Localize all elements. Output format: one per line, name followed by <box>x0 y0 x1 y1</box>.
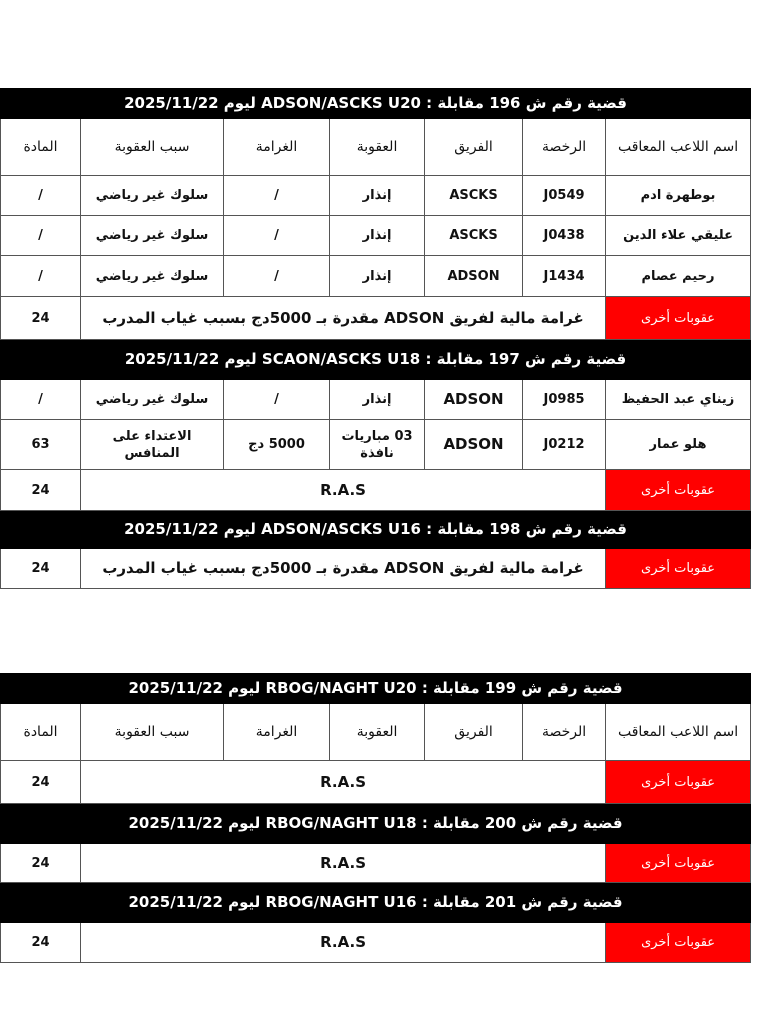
article-cell: 63 <box>1 420 81 470</box>
team-cell: ADSON <box>425 420 523 470</box>
case-header-row <box>1 804 751 844</box>
other-sanctions-text: R.A.S <box>81 923 606 963</box>
fine-cell: / <box>224 380 330 420</box>
article-cell: 24 <box>1 923 81 963</box>
reason-cell: الاعتداء على المنافس <box>81 420 224 470</box>
col-header-penalty: العقوبة <box>330 119 425 176</box>
other-sanctions-text: غرامة مالية لفريق ADSON مقدرة بـ 5000دج بسبب غياب المدرب <box>81 297 606 340</box>
player-row <box>1 420 751 470</box>
col-header-license: الرخصة <box>523 119 606 176</box>
other-sanctions-label: عقوبات أخرى <box>606 844 751 883</box>
col-header-reason: سبب العقوبة <box>81 704 224 761</box>
reason-cell: سلوك غير رياضي <box>81 176 224 216</box>
other-sanctions-label: عقوبات أخرى <box>606 923 751 963</box>
article-cell: / <box>1 256 81 297</box>
team-cell: ASCKS <box>425 176 523 216</box>
case-header-row <box>1 883 751 923</box>
penalty-cell: إنذار <box>330 176 425 216</box>
fine-cell: 5000 دج <box>224 420 330 470</box>
other-sanctions-text: R.A.S <box>81 844 606 883</box>
team-cell: ASCKS <box>425 216 523 256</box>
player-row <box>1 176 751 216</box>
col-header-team: الفريق <box>425 704 523 761</box>
article-cell: / <box>1 380 81 420</box>
col-header-article: المادة <box>1 119 81 176</box>
col-header-player-name: اسم اللاعب المعاقب <box>606 119 751 176</box>
case-title: قضية رقم ش 199 مقابلة : RBOG/NAGHT U20 ليوم 2025/11/22 <box>1 674 751 704</box>
license-cell: J0985 <box>523 380 606 420</box>
col-header-penalty: العقوبة <box>330 704 425 761</box>
player-name-cell: بوطهرة ادم <box>606 176 751 216</box>
sanctions-table-1 <box>0 88 751 589</box>
other-sanctions-label: عقوبات أخرى <box>606 761 751 804</box>
player-name-cell: رحيم عصام <box>606 256 751 297</box>
reason-cell: سلوك غير رياضي <box>81 216 224 256</box>
player-name-cell: عليقي علاء الدين <box>606 216 751 256</box>
other-sanctions-row <box>1 297 751 340</box>
license-cell: J0549 <box>523 176 606 216</box>
reason-cell: سلوك غير رياضي <box>81 380 224 420</box>
case-title: قضية رقم ش 201 مقابلة : RBOG/NAGHT U16 ليوم 2025/11/22 <box>1 883 751 923</box>
other-sanctions-text: R.A.S <box>81 761 606 804</box>
col-header-fine: الغرامة <box>224 704 330 761</box>
case-title: قضية رقم ش 196 مقابلة : ADSON/ASCKS U20 ليوم 2025/11/22 <box>1 89 751 119</box>
col-header-player-name: اسم اللاعب المعاقب <box>606 704 751 761</box>
other-sanctions-label: عقوبات أخرى <box>606 549 751 589</box>
article-cell: / <box>1 176 81 216</box>
other-sanctions-label: عقوبات أخرى <box>606 470 751 511</box>
case-header-row <box>1 89 751 119</box>
player-row <box>1 256 751 297</box>
case-header-row <box>1 674 751 704</box>
article-cell: / <box>1 216 81 256</box>
license-cell: J0438 <box>523 216 606 256</box>
other-sanctions-row <box>1 844 751 883</box>
article-cell: 24 <box>1 297 81 340</box>
case-title: قضية رقم ش 198 مقابلة : ADSON/ASCKS U16 ليوم 2025/11/22 <box>1 511 751 549</box>
article-cell: 24 <box>1 844 81 883</box>
player-name-cell: هلو عمار <box>606 420 751 470</box>
reason-cell: سلوك غير رياضي <box>81 256 224 297</box>
sanctions-table-2 <box>0 673 751 963</box>
player-row <box>1 380 751 420</box>
col-header-fine: الغرامة <box>224 119 330 176</box>
article-cell: 24 <box>1 761 81 804</box>
penalty-cell: 03 مباريات نافذة <box>330 420 425 470</box>
column-header-row <box>1 704 751 761</box>
article-cell: 24 <box>1 470 81 511</box>
case-title: قضية رقم ش 200 مقابلة : RBOG/NAGHT U18 ليوم 2025/11/22 <box>1 804 751 844</box>
license-cell: J0212 <box>523 420 606 470</box>
other-sanctions-text: غرامة مالية لفريق ADSON مقدرة بـ 5000دج بسبب غياب المدرب <box>81 549 606 589</box>
player-name-cell: زيناي عبد الحفيظ <box>606 380 751 420</box>
fine-cell: / <box>224 216 330 256</box>
col-header-reason: سبب العقوبة <box>81 119 224 176</box>
other-sanctions-row <box>1 470 751 511</box>
fine-cell: / <box>224 176 330 216</box>
case-title: قضية رقم ش 197 مقابلة : SCAON/ASCKS U18 ليوم 2025/11/22 <box>1 340 751 380</box>
col-header-article: المادة <box>1 704 81 761</box>
article-cell: 24 <box>1 549 81 589</box>
col-header-team: الفريق <box>425 119 523 176</box>
team-cell: ADSON <box>425 380 523 420</box>
penalty-cell: إنذار <box>330 380 425 420</box>
col-header-license: الرخصة <box>523 704 606 761</box>
other-sanctions-row <box>1 549 751 589</box>
other-sanctions-text: R.A.S <box>81 470 606 511</box>
fine-cell: / <box>224 256 330 297</box>
penalty-cell: إنذار <box>330 256 425 297</box>
team-cell: ADSON <box>425 256 523 297</box>
player-row <box>1 216 751 256</box>
other-sanctions-row <box>1 761 751 804</box>
other-sanctions-label: عقوبات أخرى <box>606 297 751 340</box>
column-header-row <box>1 119 751 176</box>
license-cell: J1434 <box>523 256 606 297</box>
case-header-row <box>1 340 751 380</box>
penalty-cell: إنذار <box>330 216 425 256</box>
case-header-row <box>1 511 751 549</box>
other-sanctions-row <box>1 923 751 963</box>
